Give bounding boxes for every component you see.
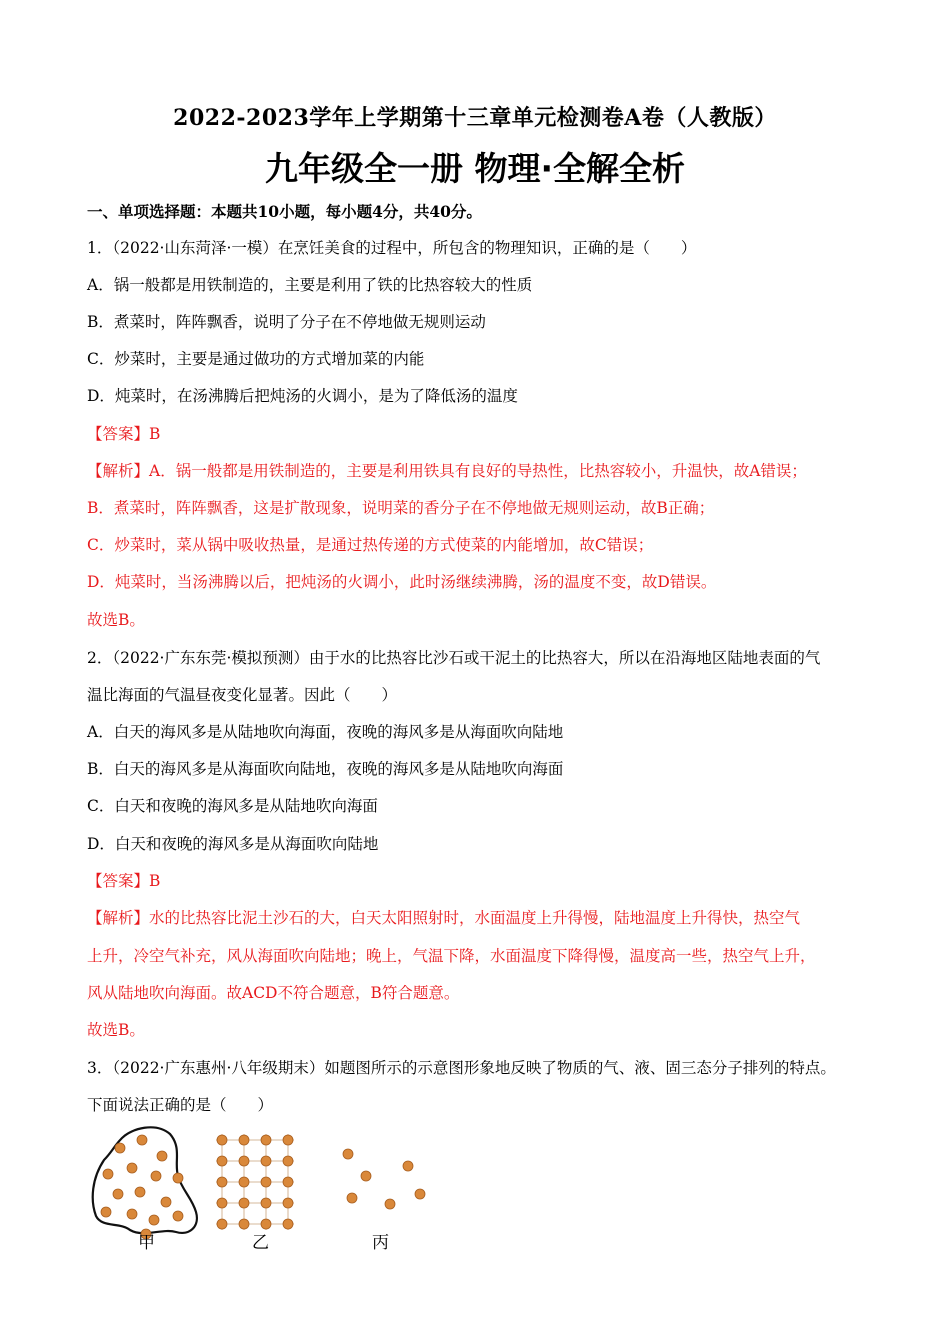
liquid-molecule: [157, 1151, 167, 1161]
solid-molecule: [239, 1156, 249, 1166]
q2-option-c: C．白天和夜晚的海风多是从陆地吹向海面: [87, 797, 378, 815]
solid-molecule: [217, 1156, 227, 1166]
liquid-molecule: [173, 1211, 183, 1221]
q1-analysis-line: D．炖菜时，当汤沸腾以后，把炖汤的火调小，此时汤继续沸腾，汤的温度不变，故D错误。: [87, 573, 717, 591]
q2-stem-line: 2．（2022·广东东莞·模拟预测）由于水的比热容比沙石或干泥土的比热容大，所以在沿海地区陆地表面的气: [87, 649, 821, 667]
figure-label-bing: 丙: [372, 1233, 389, 1253]
q1-conclusion: 故选B。: [87, 611, 145, 629]
liquid-molecule: [135, 1187, 145, 1197]
q1-option-b: B．煮菜时，阵阵飘香，说明了分子在不停地做无规则运动: [87, 313, 486, 331]
solid-molecule: [217, 1198, 227, 1208]
q1-option-a: A．锅一般都是用铁制造的，主要是利用了铁的比热容较大的性质: [87, 276, 533, 294]
solid-molecule: [217, 1177, 227, 1187]
solid-molecule: [239, 1177, 249, 1187]
q1-option-d: D．炖菜时，在汤沸腾后把炖汤的火调小，是为了降低汤的温度: [87, 387, 518, 405]
document-title: 2022-2023学年上学期第十三章单元检测卷A卷（人教版）: [173, 105, 777, 131]
q2-option-b: B．白天的海风多是从海面吹向陆地，夜晚的海风多是从陆地吹向海面: [87, 760, 564, 778]
solid-molecule: [239, 1135, 249, 1145]
q2-analysis-line: 上升，冷空气补充，风从海面吹向陆地；晚上，气温下降，水面温度下降得慢，温度高一些，热空气上升，: [87, 947, 816, 965]
liquid-molecule: [115, 1143, 125, 1153]
liquid-molecule: [127, 1163, 137, 1173]
solid-molecule: [283, 1198, 293, 1208]
figure-label-jia: 甲: [138, 1233, 155, 1253]
liquid-molecule: [151, 1171, 161, 1181]
liquid-molecule: [137, 1135, 147, 1145]
q1-stem: 1．（2022·山东菏泽·一模）在烹饪美食的过程中，所包含的物理知识，正确的是（ ）: [87, 239, 697, 257]
q1-answer: 【答案】B: [87, 425, 161, 443]
solid-molecule: [283, 1156, 293, 1166]
q2-analysis-line: 风从陆地吹向海面。故ACD不符合题意，B符合题意。: [87, 984, 460, 1002]
solid-molecule: [283, 1135, 293, 1145]
q2-option-a: A．白天的海风多是从陆地吹向海面，夜晚的海风多是从海面吹向陆地: [87, 723, 564, 741]
liquid-molecule: [173, 1173, 183, 1183]
q1-option-c: C．炒菜时，主要是通过做功的方式增加菜的内能: [87, 350, 425, 368]
liquid-molecule: [101, 1207, 111, 1217]
q1-analysis-line: C．炒菜时，菜从锅中吸收热量，是通过热传递的方式使菜的内能增加，故C错误；: [87, 536, 654, 554]
solid-molecule: [283, 1219, 293, 1229]
liquid-molecule: [127, 1209, 137, 1219]
figure-label-yi: 乙: [252, 1233, 269, 1253]
q1-analysis-line: 【解析】A．锅一般都是用铁制造的，主要是利用铁具有良好的导热性，比热容较小，升温快，故A错误；: [87, 462, 807, 480]
gas-molecule: [415, 1189, 425, 1199]
solid-molecule: [217, 1135, 227, 1145]
q2-conclusion: 故选B。: [87, 1021, 145, 1039]
q3-stem-line: 下面说法正确的是（ ）: [87, 1096, 274, 1114]
solid-state-diagram: [216, 1134, 294, 1230]
section-heading: 一、单项选择题：本题共10小题，每小题4分，共40分。: [87, 202, 482, 221]
solid-molecule: [217, 1219, 227, 1229]
gas-molecule: [343, 1149, 353, 1159]
q1-analysis-line: B．煮菜时，阵阵飘香，这是扩散现象，说明菜的香分子在不停地做无规则运动，故B正确；: [87, 499, 715, 517]
q2-answer: 【答案】B: [87, 872, 161, 890]
q2-stem-line: 温比海面的气温昼夜变化显著。因此（ ）: [87, 686, 398, 704]
liquid-molecule: [161, 1197, 171, 1207]
document-subtitle: 九年级全一册 物理·全解全析: [264, 149, 686, 188]
q2-option-d: D．白天和夜晚的海风多是从海面吹向陆地: [87, 835, 379, 853]
gas-molecule: [347, 1193, 357, 1203]
solid-molecule: [261, 1198, 271, 1208]
liquid-molecule: [149, 1215, 159, 1225]
liquid-molecule: [113, 1189, 123, 1199]
solid-molecule: [261, 1177, 271, 1187]
gas-molecule: [385, 1199, 395, 1209]
solid-molecule: [239, 1219, 249, 1229]
q2-analysis-line: 【解析】水的比热容比泥土沙石的大，白天太阳照射时，水面温度上升得慢，陆地温度上升得快，热空气: [87, 909, 801, 927]
gas-molecule: [361, 1171, 371, 1181]
solid-molecule: [261, 1135, 271, 1145]
solid-molecule: [283, 1177, 293, 1187]
gas-molecule: [403, 1161, 413, 1171]
gas-state-diagram: [343, 1149, 425, 1209]
liquid-molecule: [103, 1169, 113, 1179]
solid-molecule: [239, 1198, 249, 1208]
q3-stem-line: 3．（2022·广东惠州·八年级期末）如题图所示的示意图形象地反映了物质的气、液、固三态分子排列的特点。: [87, 1059, 836, 1077]
solid-molecule: [261, 1156, 271, 1166]
